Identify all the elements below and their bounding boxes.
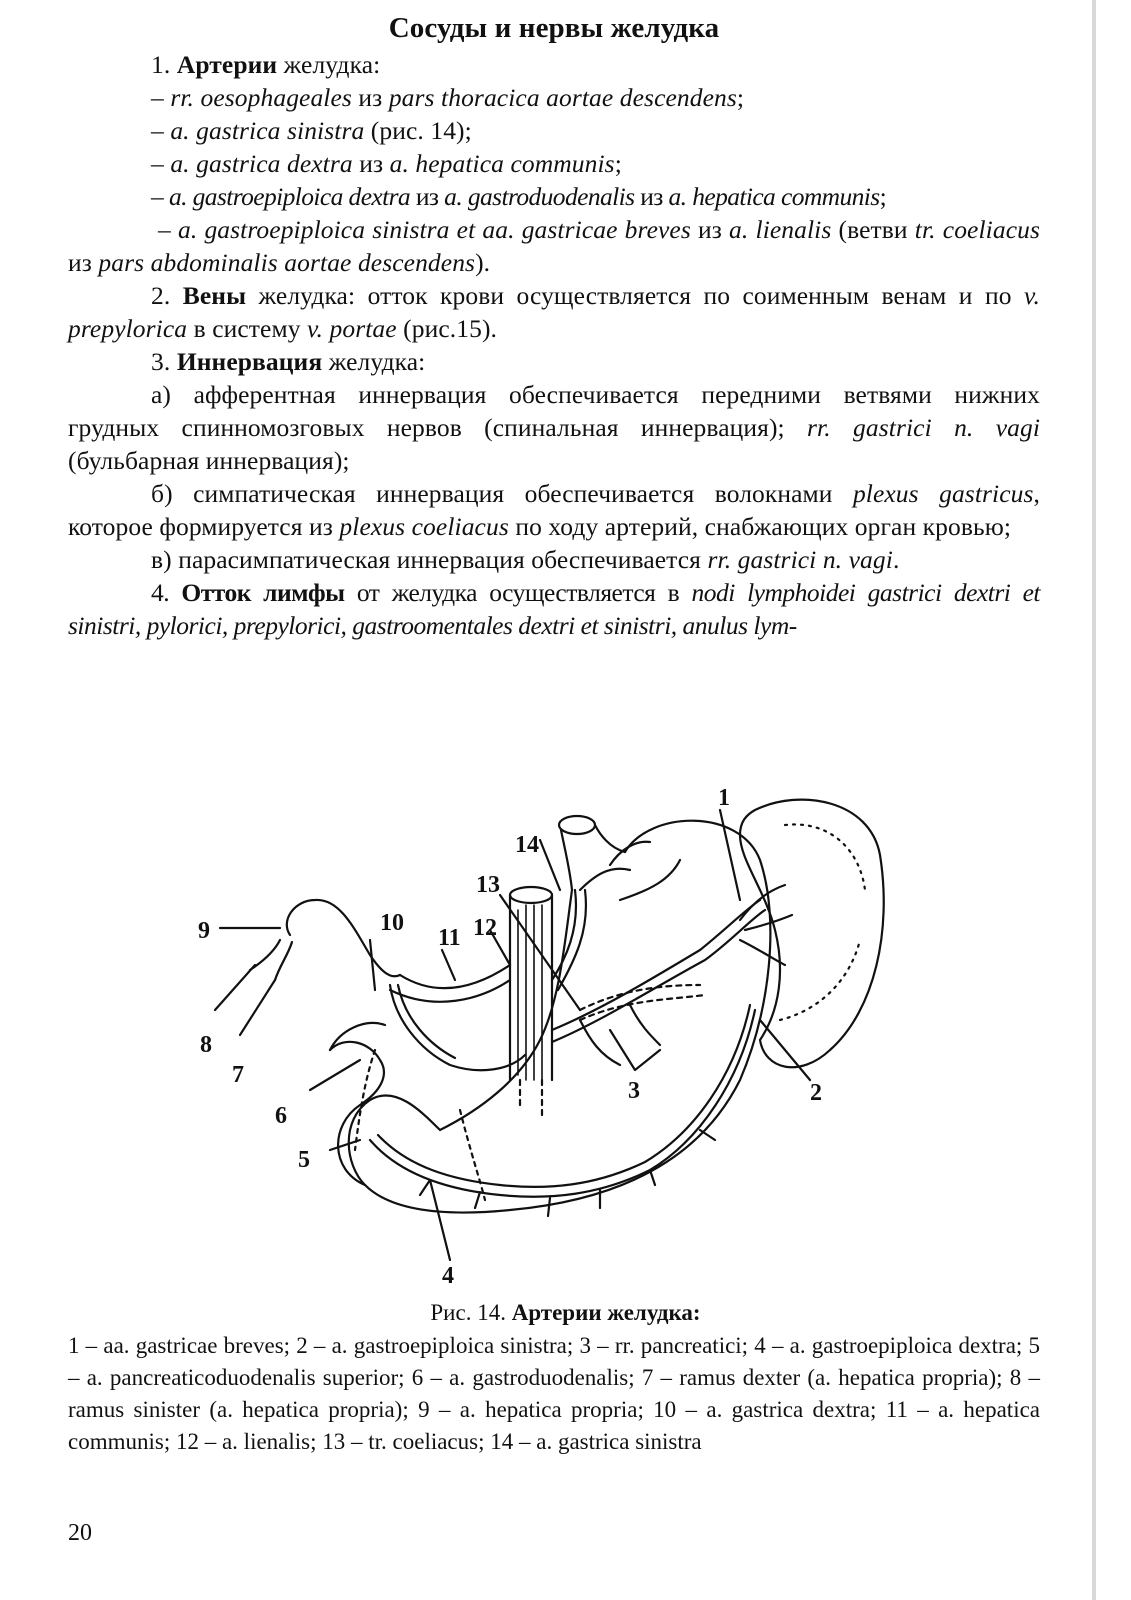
figure-label-10: 10 [380, 910, 404, 936]
figure-label-3: 3 [628, 1078, 640, 1104]
figure-label-11: 11 [438, 925, 461, 951]
stomach-arteries-drawing [180, 780, 900, 1300]
innervation-b: б) симпатическая иннервация обеспечивается волокнами plexus gastricus, которое формируется из plexus coeliacus по ходу артерий, снабжающих орган кровью; [68, 479, 1040, 541]
page-number: 20 [68, 1520, 92, 1546]
figure-label-9: 9 [198, 918, 210, 944]
section-lymph: 4. Отток лимфы от желудка осуществляется в nodi lymphoidei gastrici dextri et sinistri, pylorici, prepylorici, gastroomentales dextri et sinistri, anulus lym- [68, 578, 1040, 640]
innervation-c: в) парасимпатическая иннервация обеспечивается rr. gastrici n. vagi. [151, 545, 900, 574]
page-text [68, 8, 1040, 642]
figure-label-6: 6 [275, 1103, 287, 1129]
a-gastroepiploica [370, 1005, 755, 1197]
figure-caption-title: Рис. 14. Артерии желудка: [430, 1300, 701, 1325]
figure-label-5: 5 [298, 1147, 310, 1173]
figure-label-4: 4 [442, 1263, 454, 1289]
stomach-outline [349, 821, 771, 1213]
a-hepatica-communis [400, 965, 510, 988]
section-arteries-heading [68, 48, 1040, 81]
artery-item-3: – a. gastrica dextra из a. hepatica communis; [151, 149, 622, 178]
figure-label-7: 7 [232, 1062, 244, 1088]
artery-item-4: – a. gastroepiploica dextra из a. gastroduodenalis из a. hepatica communis; [151, 182, 887, 211]
section-rest: желудка: [277, 50, 381, 79]
figure-label-12: 12 [473, 915, 497, 941]
figure-label-13: 13 [476, 872, 500, 898]
figure-caption-body: 1 – aa. gastricae breves; 2 – a. gastroepiploica sinistra; 3 – rr. pancreatici; 4 – a. gastroepiploica dextra; 5 – a. pancreaticoduodenalis superior; 6 – a. gastroduodenalis; 7 – ramus dexter (a. hepatica propria); 8 – ramus sinister (a. hepatica propria); 9 – a. hepatica propria; 10 – a. gastrica dextra; 11 – a. hepatica communis; 12 – a. lienalis; 13 – tr. coeliacus; 14 – a. gastrica sinistra [68, 1333, 1040, 1454]
section-veins: 2. Вены желудка: отток крови осуществляется по соименным венам и по v. prepylorica в систему v. portae (рис.15). [68, 281, 1040, 343]
spleen-outline [740, 800, 884, 1068]
figure-label-2: 2 [810, 1080, 822, 1106]
figure-label-8: 8 [200, 1032, 212, 1058]
page-edge-shadow [1092, 0, 1096, 1600]
artery-item-2: – a. gastrica sinistra (рис. 14); [151, 116, 472, 145]
figure-label-14: 14 [515, 832, 539, 858]
section-number: 1. [151, 50, 177, 79]
page-title: Сосуды и нервы желудка [388, 12, 720, 44]
section-innervation-heading: 3. Иннервация желудка: [151, 347, 426, 376]
aorta [510, 895, 552, 1080]
artery-item-1: – rr. oesophageales из pars thoracica aortae descendens; [151, 83, 745, 112]
artery-item-5: – a. gastroepiploica sinistra et aa. gastricae breves из a. lienalis (ветви tr. coeliacus из pars abdominalis aortae descendens). [68, 215, 1040, 277]
esophagus-opening [559, 816, 595, 834]
stomach-arteries-figure [180, 780, 900, 1300]
figure-label-1: 1 [718, 785, 730, 811]
innervation-a: а) афферентная иннервация обеспечивается передними ветвями нижних грудных спинномозговых нервов (спинальная иннервация); rr. gastrici n. vagi (бульбарная иннервация); [68, 380, 1041, 475]
section-head: Артерии [176, 50, 278, 79]
